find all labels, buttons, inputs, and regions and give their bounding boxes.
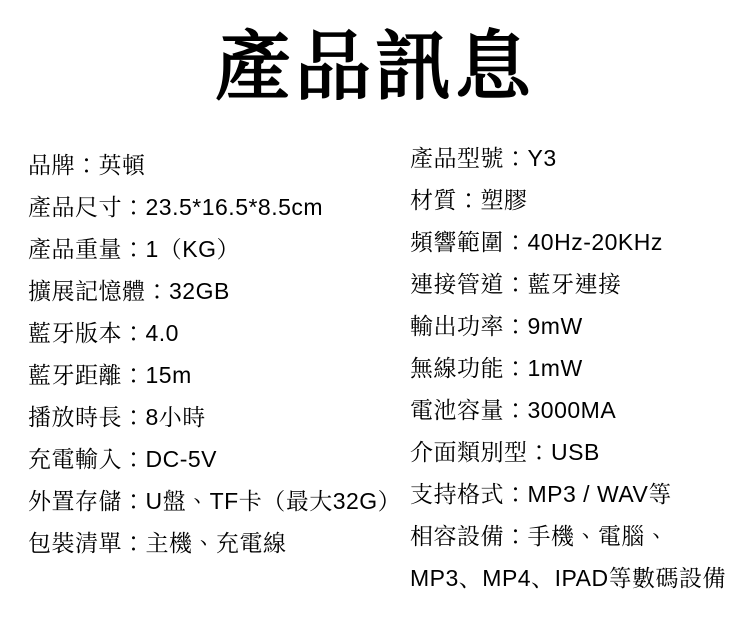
spec-row-left-4 [28, 312, 410, 354]
spec-row-right-8 [410, 473, 740, 515]
spec-label: 相容設備： [410, 523, 528, 549]
spec-label: 電池容量： [410, 397, 528, 423]
spec-row-right-7 [410, 431, 740, 473]
spec-label: 包裝清單： [28, 530, 146, 556]
spec-row-left-8 [28, 480, 410, 522]
spec-value: USB [551, 439, 600, 465]
spec-value: MP3 / WAV等 [527, 481, 672, 507]
spec-label: 外置存儲： [28, 488, 146, 514]
spec-row-left-1 [28, 186, 410, 228]
spec-label: 品牌： [28, 152, 99, 178]
spec-columns [0, 137, 750, 599]
spec-row-left-7 [28, 438, 410, 480]
page-title: 產品訊息 [215, 25, 535, 110]
spec-label: 藍牙版本： [28, 320, 146, 346]
spec-value: 8小時 [145, 404, 206, 430]
spec-row-right-0 [410, 137, 740, 179]
spec-label: 無線功能： [410, 355, 528, 381]
spec-row-right-6 [410, 389, 740, 431]
spec-value: 23.5*16.5*8.5cm [145, 194, 324, 220]
spec-row-right-9 [410, 515, 740, 599]
spec-value: 手機、電腦、MP3、MP4、IPAD等數碼設備 [410, 523, 727, 591]
spec-label: 藍牙距離： [28, 362, 146, 388]
spec-row-right-2 [410, 221, 740, 263]
spec-row-right-4 [410, 305, 740, 347]
spec-value: 15m [145, 362, 192, 388]
spec-label: 支持格式： [410, 481, 528, 507]
spec-value: 32GB [169, 278, 230, 304]
spec-row-right-1 [410, 179, 740, 221]
spec-label: 介面類別型： [410, 439, 551, 465]
spec-row-right-3 [410, 263, 740, 305]
spec-label: 頻響範圍： [410, 229, 528, 255]
spec-value: 9mW [527, 313, 583, 339]
spec-column-right [410, 137, 740, 599]
spec-row-left-6 [28, 396, 410, 438]
spec-row-left-9 [28, 522, 410, 564]
spec-value: 藍牙連接 [527, 271, 622, 297]
spec-column-left [28, 137, 410, 599]
spec-value: 塑膠 [480, 187, 528, 213]
spec-value: 1mW [527, 355, 583, 381]
spec-label: 產品重量： [28, 236, 146, 262]
spec-row-right-5 [410, 347, 740, 389]
spec-value: 4.0 [145, 320, 179, 346]
spec-label: 產品尺寸： [28, 194, 146, 220]
spec-label: 產品型號： [410, 145, 528, 171]
spec-label: 輸出功率： [410, 313, 528, 339]
spec-value: 主機、充電線 [145, 530, 287, 556]
spec-label: 播放時長： [28, 404, 146, 430]
spec-label: 材質： [410, 187, 481, 213]
spec-value: 英頓 [98, 152, 146, 178]
spec-value: 3000MA [527, 397, 617, 423]
spec-row-left-5 [28, 354, 410, 396]
spec-value: DC-5V [145, 446, 218, 472]
spec-label: 充電輸入： [28, 446, 146, 472]
spec-value: 40Hz-20KHz [527, 229, 663, 255]
spec-row-left-3 [28, 270, 410, 312]
spec-value: U盤、TF卡（最大32G） [145, 488, 402, 514]
spec-label: 擴展記憶體： [28, 278, 169, 304]
spec-row-left-2 [28, 228, 410, 270]
spec-value: Y3 [527, 145, 557, 171]
spec-label: 連接管道： [410, 271, 528, 297]
spec-value: 1（KG） [145, 236, 241, 262]
spec-row-left-0 [28, 144, 410, 186]
